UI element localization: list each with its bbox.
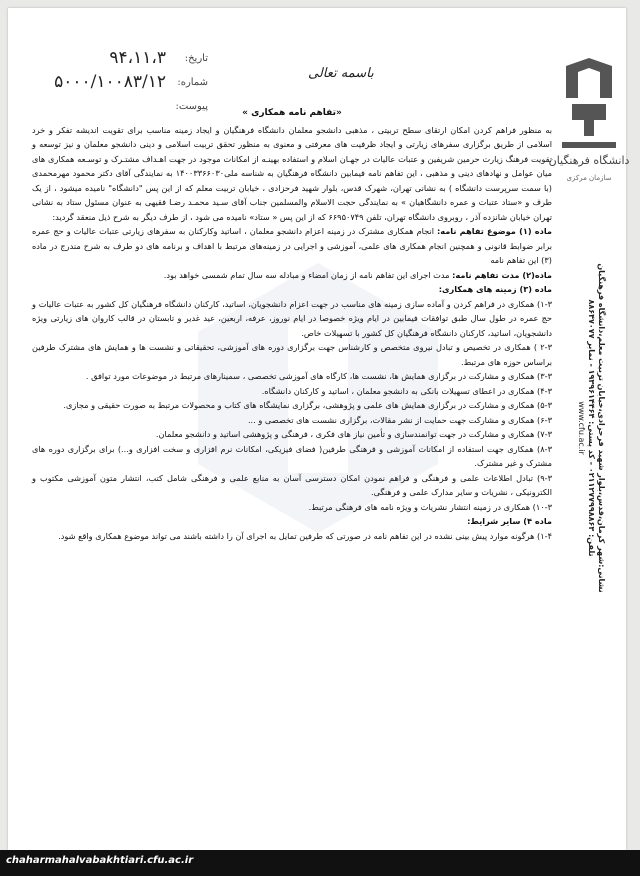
section-text: انجام همکاری مشترک در زمینه اعزام دانشجو معلمان ، اساتید وکارکنان به سفرهای زیارتی عتبات عالیات و حج عمره برابر ضوابط قانونی و همچنین انجام همکاری های علمی، آموزشی و اجرایی در زمینه‌های مرتبط با اهداف و برنامه های دو طرف به شرح مندرج در ماده (۳) این تفاهم نامه xyxy=(32,226,552,265)
side-address: نشانی:شهر کرمان،قدس،بلوار شهید فرحزادی،خیابان تربیت معلم،دانشگاه فرهنگیان xyxy=(597,263,606,593)
section-item xyxy=(32,268,552,283)
section-text: ۵-۳) همکاری و مشارکت در برگزاری همایش های علمی و پژوهشی، برگزاری نمایشگاه های کتاب و محصولات مرتبط به صورت حقیقی و مجازی. xyxy=(63,400,552,410)
section-text: ۱-۴) هرگونه موارد پیش بینی نشده در این تفاهم نامه در صورتی که طرفین تمایل به اجرای آن را داشته باشند می تواند موضوع همکاری واقع شود. xyxy=(58,530,552,541)
section-text: ۶-۳) همکاری و مشارکت جهت حمایت از نشر مقالات، برگزاری نشست های تخصصی و ... xyxy=(247,414,552,425)
section-item xyxy=(32,413,552,428)
section-item xyxy=(32,384,552,399)
attachment-label: پیوست: xyxy=(175,100,208,112)
section-item xyxy=(32,282,552,297)
section-item xyxy=(32,224,552,268)
side-contact: تلفن: ۰۲۱۱۲۷۷۹۹۸۸۶۳ - کد پستی: ۱۹۳۹۶۱۴۴۶۴ - نمابر ۸۸۶۴۷۰۷۷ xyxy=(587,299,596,557)
section-item xyxy=(32,500,552,515)
section-item xyxy=(32,369,552,384)
section-item xyxy=(32,471,552,500)
section-heading: ماده (۳) زمینه های همکاری: xyxy=(438,284,552,294)
section-text: ۱۰-۳) همکاری در زمینه انتشار نشریات و ویژه نامه های فرهنگی مرتبط. xyxy=(308,501,552,512)
side-website: www.cfu.ac.ir xyxy=(577,401,586,455)
date-row xyxy=(28,46,208,70)
section-item xyxy=(32,427,552,442)
intro-paragraph: به منظور فراهم کردن امکان ارتقای سطح تربیتی ، مذهبی دانشجو معلمان دانشگاه فرهنگیان و ایجاد زمینه مناسب برای تقویت اندیشه تفکر و خرد اسلامی از طریق برگزاری سفرهای زیارتی و ایجاد ظرفیت های معرفتی و معنوی به منظور تحقق تربیت اسلامی و دینی دانشجو معلمان و نیز توسعه و تقویت فرهنگ زیارت حرمین شریفین و عتبات عالیات در جهـان اسلام و استفاده بهینـه از امکانات موجود در جهت اهـداف مشتـرک و توسـعه همکاری های میان عوامل و نهادهای دینی و مذهبی ، این تفاهم نامه فیمابین دانشگاه فرهنگیان به شناسه ملی۱۴۰۰۳۳۶۶۰۳۰ به نمایندگی آقای دکتر محمود مهرمحمدی (با سمت سرپرست دانشگاه ) به نشانی تهران، شهرک قدس، بلوار شهید فرحزادی ، خیابان تربیت معلم که از این پس "دانشگاه" نامیده میشود ، از یک طرف و «ستاد عتبات و عمره دانشگاهیان » به نمایندگی حجت الاسلام والمسلمین جناب آقای سـید محمـد رضـا فقیهی به عنوان مسئول ستاد به نشانی تهران خیابان شانزده آذر ، روبروی دانشگاه تهران، تلفن ۶۶۹۵۰۷۴۹ که از این پس « ستاد» نامیده می شود ، از طرف دیگر به شرح ذیل منعقد گردید: xyxy=(32,124,552,222)
date-value: ۹۴،۱۱،۳ xyxy=(109,48,166,68)
section-item xyxy=(32,514,552,529)
section-item xyxy=(32,340,552,369)
section-text: ۲-۳ ) همکاری در تخصیص و تبادل نیروی متخصص و کارشناس جهت برگزاری دوره های آموزشی، تحقیقاتی و نشست ها و همایش های مشترک طرفین براساس حوزه های مرتبط. xyxy=(32,342,552,367)
section-item xyxy=(32,297,552,341)
university-logo-icon xyxy=(548,58,630,198)
number-value: ۵۰۰۰/۱۰۰۸۳/۱۲ xyxy=(54,72,166,92)
section-heading: ماده(۲) مدت تفاهم نامه: xyxy=(452,269,552,280)
number-label: شماره: xyxy=(177,76,208,88)
section-text: ۴-۳) همکاری در اعطای تسهیلات بانکی به دانشجو معلمان ، اساتید و کارکنان دانشگاه. xyxy=(261,385,552,396)
logo-subtext: سازمان مرکزی xyxy=(566,174,612,182)
sections-list xyxy=(32,224,552,543)
side-contact-strip xyxy=(576,248,606,608)
section-heading: ماده (۱) موضوع تفاهم نامه: xyxy=(436,226,552,236)
section-item xyxy=(32,529,552,544)
date-label: تاریخ: xyxy=(184,52,208,64)
section-text: ۷-۳) همکاری و مشارکت در جهت توانمندسازی و تأمین نیاز های فکری ، فرهنگی و پژوهشی اساتید و دانشجو معلمان. xyxy=(155,429,552,439)
section-text: ۳-۳) همکاری و مشارکت در برگزاری همایش ها، نشست ها، کارگاه های آموزشی تخصصی ، سمینارهای مرتبط در موضوعات مورد توافق . xyxy=(85,371,552,381)
basmala: باسمه تعالی xyxy=(308,66,374,81)
section-heading: ماده ۴) سایر شرایط: xyxy=(467,516,552,526)
section-text: ۸-۳) همکاری جهت استفاده از امکانات آموزشی و فرهنگی طرفین( فضای فیزیکی، امکانات نرم افزاری و سخت افزاری و...) برای برگزاری دوره های مشترک و غیر مشترک. xyxy=(32,443,552,468)
document-body xyxy=(32,106,552,543)
section-item xyxy=(32,442,552,471)
letter-page xyxy=(8,8,630,850)
section-text: مدت اجرای این تفاهم نامه از زمان امضاء و مبادله سه سال تمام شمسی خواهد بود. xyxy=(163,269,450,280)
footer-site-link[interactable]: chaharmahalvabakhtiari.cfu.ac.ir xyxy=(6,855,194,866)
document-title: «تفاهم نامه همکاری » xyxy=(242,108,342,118)
section-text: ۹-۳) تبادل اطلاعات علمی و فرهنگی و فراهم نمودن امکان دسترسی آسان به منابع علمی و فرهنگی شامل کتب، انتشار متون آموزشی مکتوب و الکترونیکی ، نشریات و سایر مدارک علمی و فرهنگی. xyxy=(32,472,552,497)
number-row xyxy=(28,70,208,94)
section-item xyxy=(32,398,552,413)
logo-text: دانشگاه فرهنگیان xyxy=(548,154,630,167)
section-text: ۱-۳) همکاری در فراهم کردن و آماده سازی زمینه های مناسب در جهت اعزام دانشجویان، اساتید، کارکنان دانشگاه فرهنگیان کل کشور به عتبات عالیات و حج عمره در طول سال طبق توافقات فیمابین در ایام ویژه خصوصا در ایام نوروز، عرفه، اربعین، عید غدیر و تابستان در قالب کاروان های زیارتی ویژه دانشجویان، اساتید، کارکنان دانشگاه فرهنگیان کل کشور با تسهیلات خاص. xyxy=(32,298,552,338)
